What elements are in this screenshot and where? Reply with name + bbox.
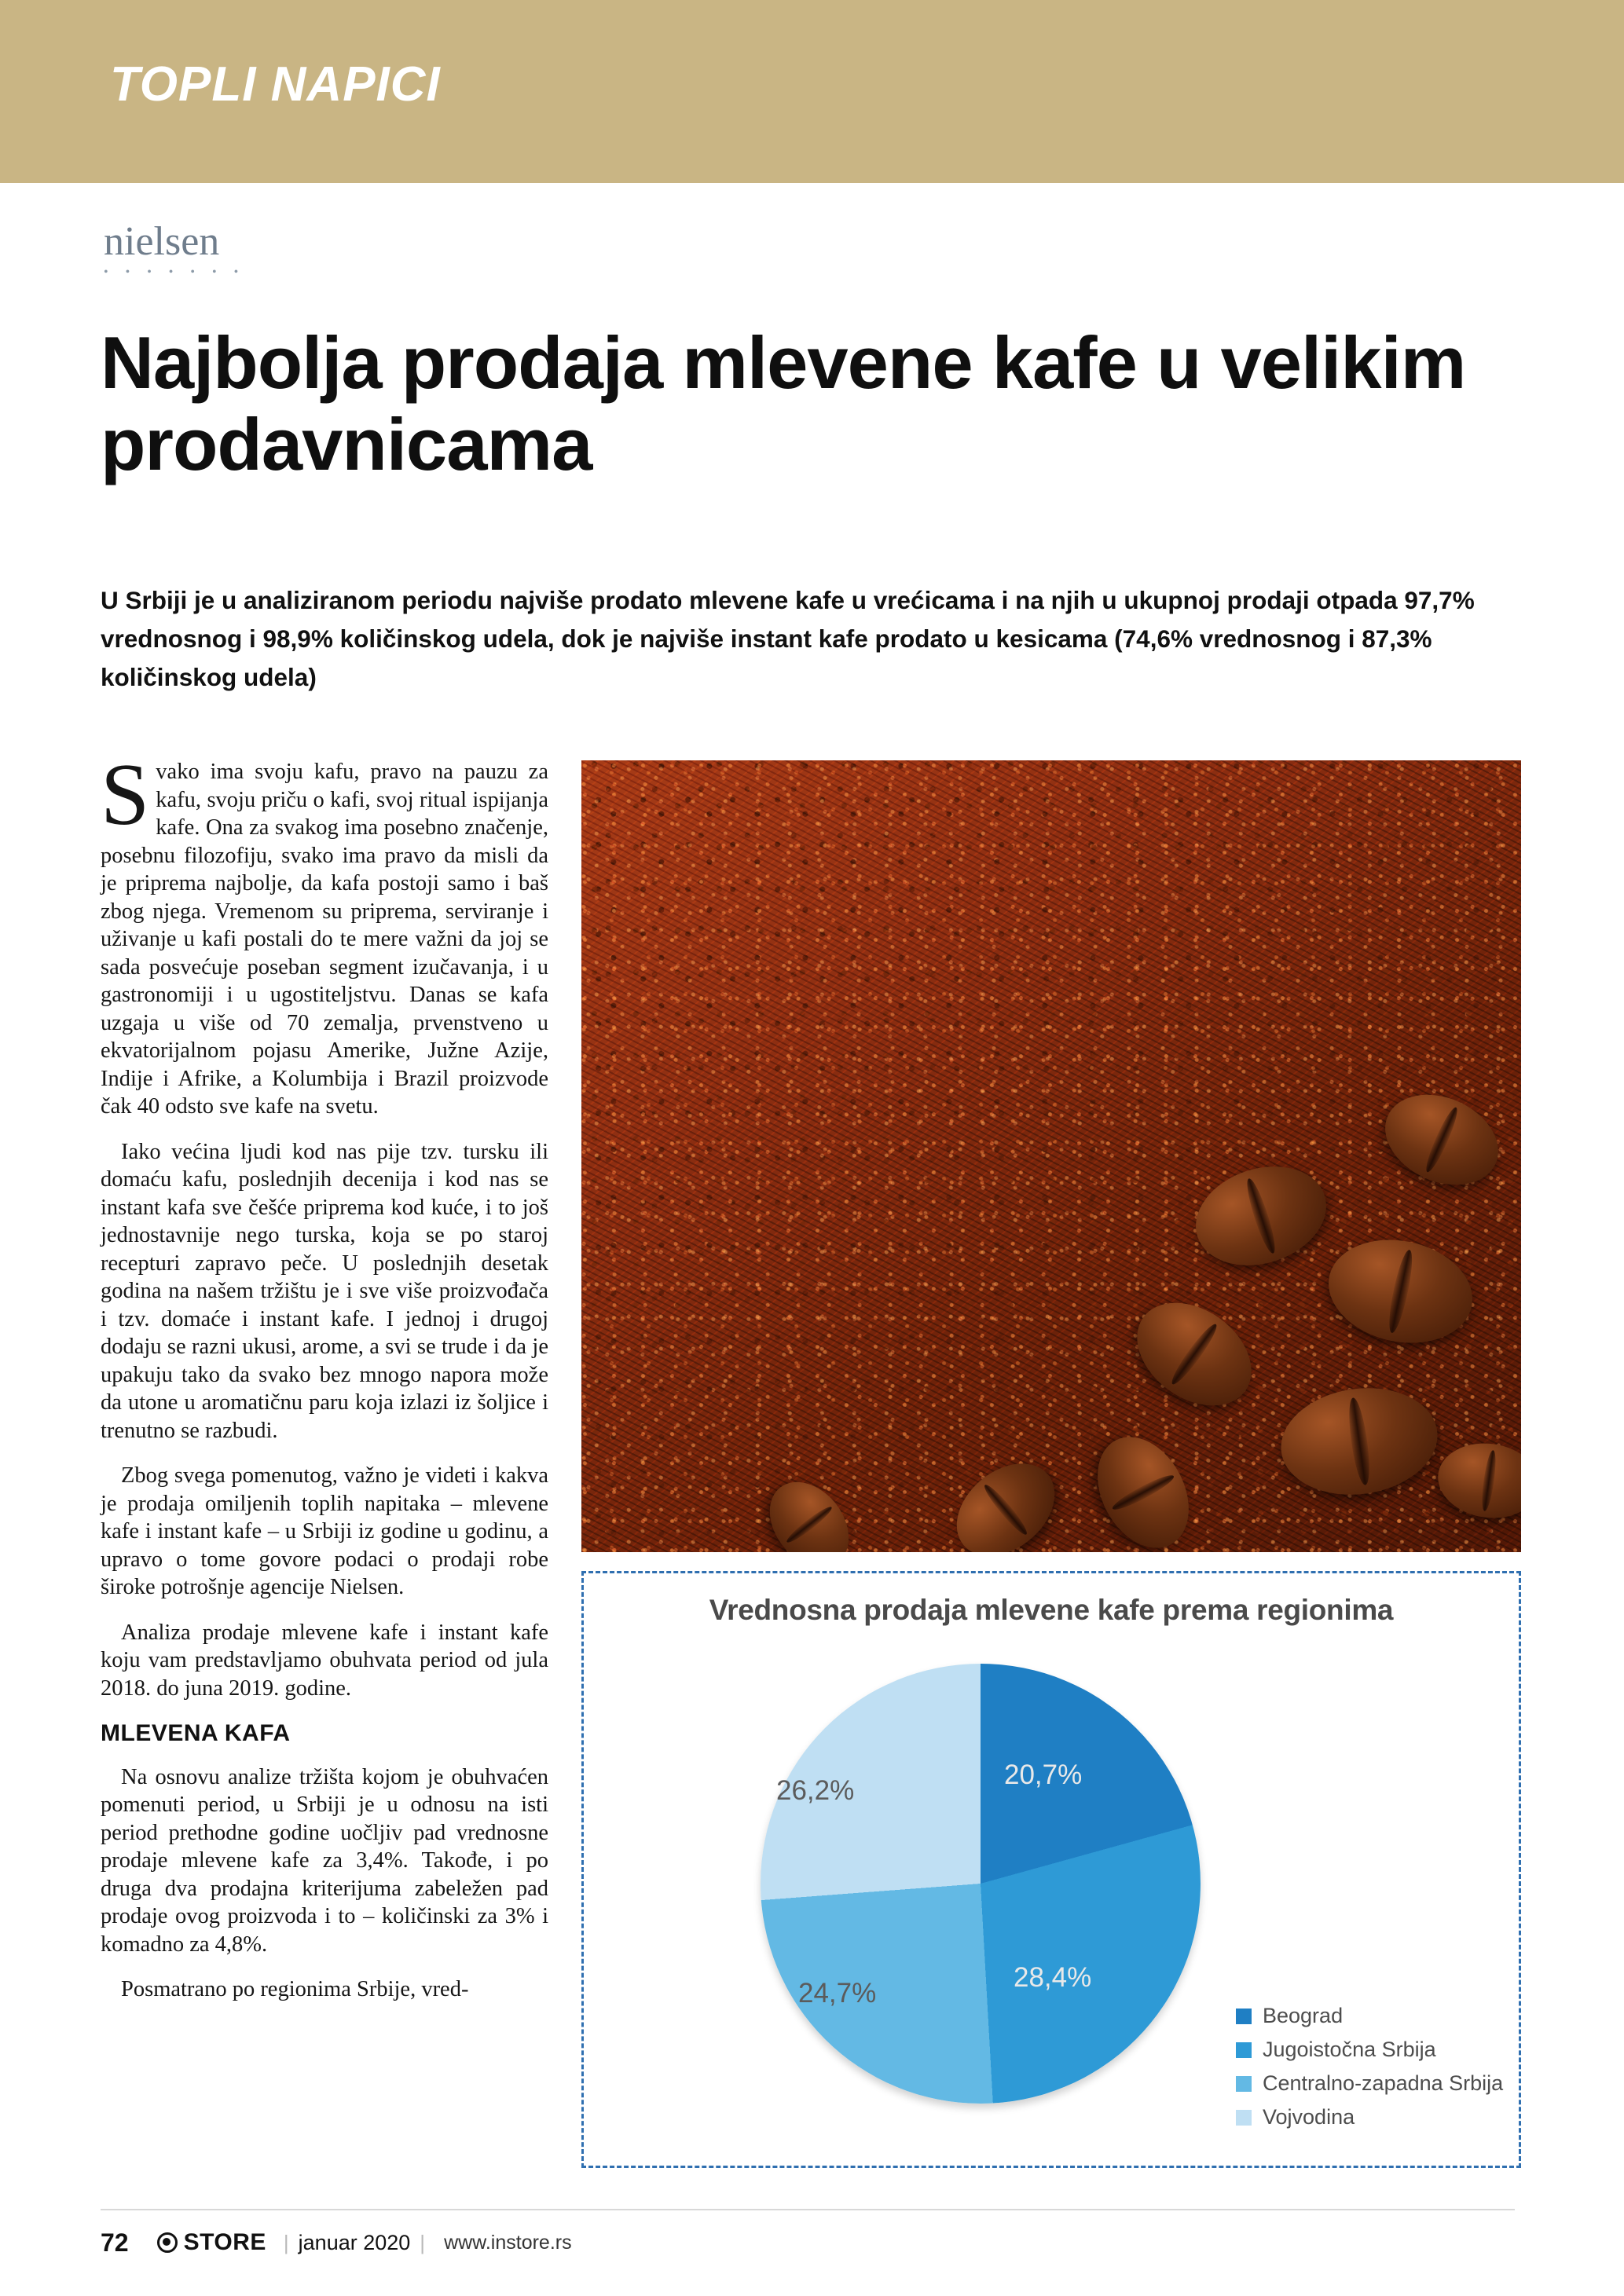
chart-title: Vrednosna prodaja mlevene kafe prema regionima bbox=[709, 1594, 1394, 1626]
page-footer bbox=[101, 2221, 1515, 2264]
article-deck: U Srbiji je u analiziranom periodu najviše prodato mlevene kafe u vrećicama i na njih u ukupnoj prodaji otpada 97,7% vrednosnog i 98,9% količinskog udela, dok je najviše instant kafe prodato u kesicama (74,6% vrednosnog i 87,3% količinskog udela) bbox=[101, 586, 1475, 691]
issue-date: januar 2020 bbox=[298, 2230, 411, 2254]
legend-label: Beograd bbox=[1263, 2004, 1344, 2027]
legend-item bbox=[1236, 2004, 1503, 2028]
pie-chart-panel bbox=[581, 1571, 1521, 2168]
legend-item bbox=[1236, 2105, 1503, 2129]
nielsen-logo-dots: • • • • • • • bbox=[104, 265, 246, 279]
nielsen-logo bbox=[104, 219, 292, 279]
body-paragraph: Analiza prodaje mlevene kafe i instant kafe koju vam predstavljamo obuhvata period od jula 2018. do juna 2019. godine. bbox=[101, 1620, 548, 1701]
magazine-logo bbox=[157, 2229, 266, 2256]
article-headline: Najbolja prodaja mlevene kafe u velikim prodavnicama bbox=[101, 321, 1466, 485]
pie-label-jugoistocna-srbija: 28,4% bbox=[1014, 1962, 1092, 1993]
magazine-logo-text: STORE bbox=[183, 2229, 266, 2255]
pie-label-centralno-zapadna-srbija: 24,7% bbox=[798, 1978, 877, 2009]
legend-item bbox=[1236, 2071, 1503, 2096]
pie-label-beograd: 20,7% bbox=[1004, 1760, 1083, 1790]
legend-label: Jugoistočna Srbija bbox=[1263, 2038, 1436, 2061]
website-url: www.instore.rs bbox=[444, 2231, 572, 2254]
body-paragraph: Svako ima svoju kafu, pravo na pauzu za kafu, svoju priču o kafi, svoj ritual ispijanja kafe. Ona za svakog ima posebno značenje, posebnu filozofiju, svako ima pravo da misli da je priprema najbolje, da kafa postoji samo i baš zbog njega. Vremenom su priprema, serviranje i uživanje u kafi postali do te mere važni da joj se sada posvećuje poseban segment izučavanja, i u gastronomiji i u ugostiteljstvu. Danas se kafa uzgaja u više od 70 zemalja, prvenstveno u ekvatorijalnom pojasu Amerike, Južne Azije, Indije i Afrike, a Kolumbija i Brazil proizvode čak 40 odsto sve kafe na svetu. bbox=[101, 746, 548, 1119]
section-title: TOPLI NAPICI bbox=[110, 57, 441, 112]
legend-item bbox=[1236, 2038, 1503, 2062]
legend-swatch-icon bbox=[1236, 2009, 1252, 2024]
legend-label: Vojvodina bbox=[1263, 2105, 1355, 2129]
legend-swatch-icon bbox=[1236, 2076, 1252, 2092]
section-banner bbox=[0, 0, 1624, 183]
chart-legend bbox=[1236, 2004, 1503, 2139]
footer-separator: | bbox=[420, 2230, 426, 2254]
footer-separator: | bbox=[283, 2230, 289, 2254]
body-paragraph: Zbog svega pomenutog, važno je videti i kakva je prodaja omiljenih toplih napitaka – mlevene kafe i instant kafe – u Srbiji iz godine u godinu, a upravo o tome govore podaci o prodaji robe široke potrošnje agencije Nielsen. bbox=[101, 1463, 548, 1599]
nielsen-logo-text: nielsen bbox=[104, 219, 220, 264]
body-subheading: MLEVENA KAFA bbox=[101, 1720, 291, 1746]
article-body-column bbox=[101, 746, 548, 2021]
pie-chart bbox=[721, 1648, 1208, 2135]
body-paragraph: Na osnovu analize tržišta kojom je obuhvaćen pomenuti period, u Srbiji je u odnosu na isti period prethodne godine uočljiv pad vrednosne prodaje mlevene kafe za 3,4%. Takođe, i po druga dva prodajna kriterijuma zabeležen pad prodaje ovog proizvoda i to – količinski za 3% i komadno za 4,8%. bbox=[101, 1764, 548, 1957]
pie-slices bbox=[761, 1664, 1201, 2104]
legend-label: Centralno-zapadna Srbija bbox=[1263, 2071, 1504, 2095]
coffee-photo bbox=[581, 760, 1521, 1552]
body-paragraph: Iako većina ljudi kod nas pije tzv. tursku ili domaću kafu, poslednjih decenija i kod nas se instant kafa sve češće priprema kod kuće, i to još jednostavnije nego turska, koja se po staroj recepturi zapravo peče. U poslednjih desetak godina na našem tržištu je i sve više proizvođača i tzv. domaće i instant kafe. I jednoj i drugoj dodaju se razni ukusi, arome, a svi se trude i da je upakuju tako da svako bez mnogo napora može da utone u aromatičnu paru koja izlazi iz šoljice i trenutno se razbudi. bbox=[101, 1139, 548, 1443]
legend-swatch-icon bbox=[1236, 2110, 1252, 2126]
page-number: 72 bbox=[101, 2228, 129, 2257]
pie-label-vojvodina: 26,2% bbox=[776, 1775, 855, 1806]
footer-divider bbox=[101, 2209, 1515, 2210]
store-mark-icon bbox=[157, 2232, 178, 2253]
legend-swatch-icon bbox=[1236, 2042, 1252, 2058]
body-paragraph: Posmatrano po regionima Srbije, vred- bbox=[121, 1977, 469, 2001]
